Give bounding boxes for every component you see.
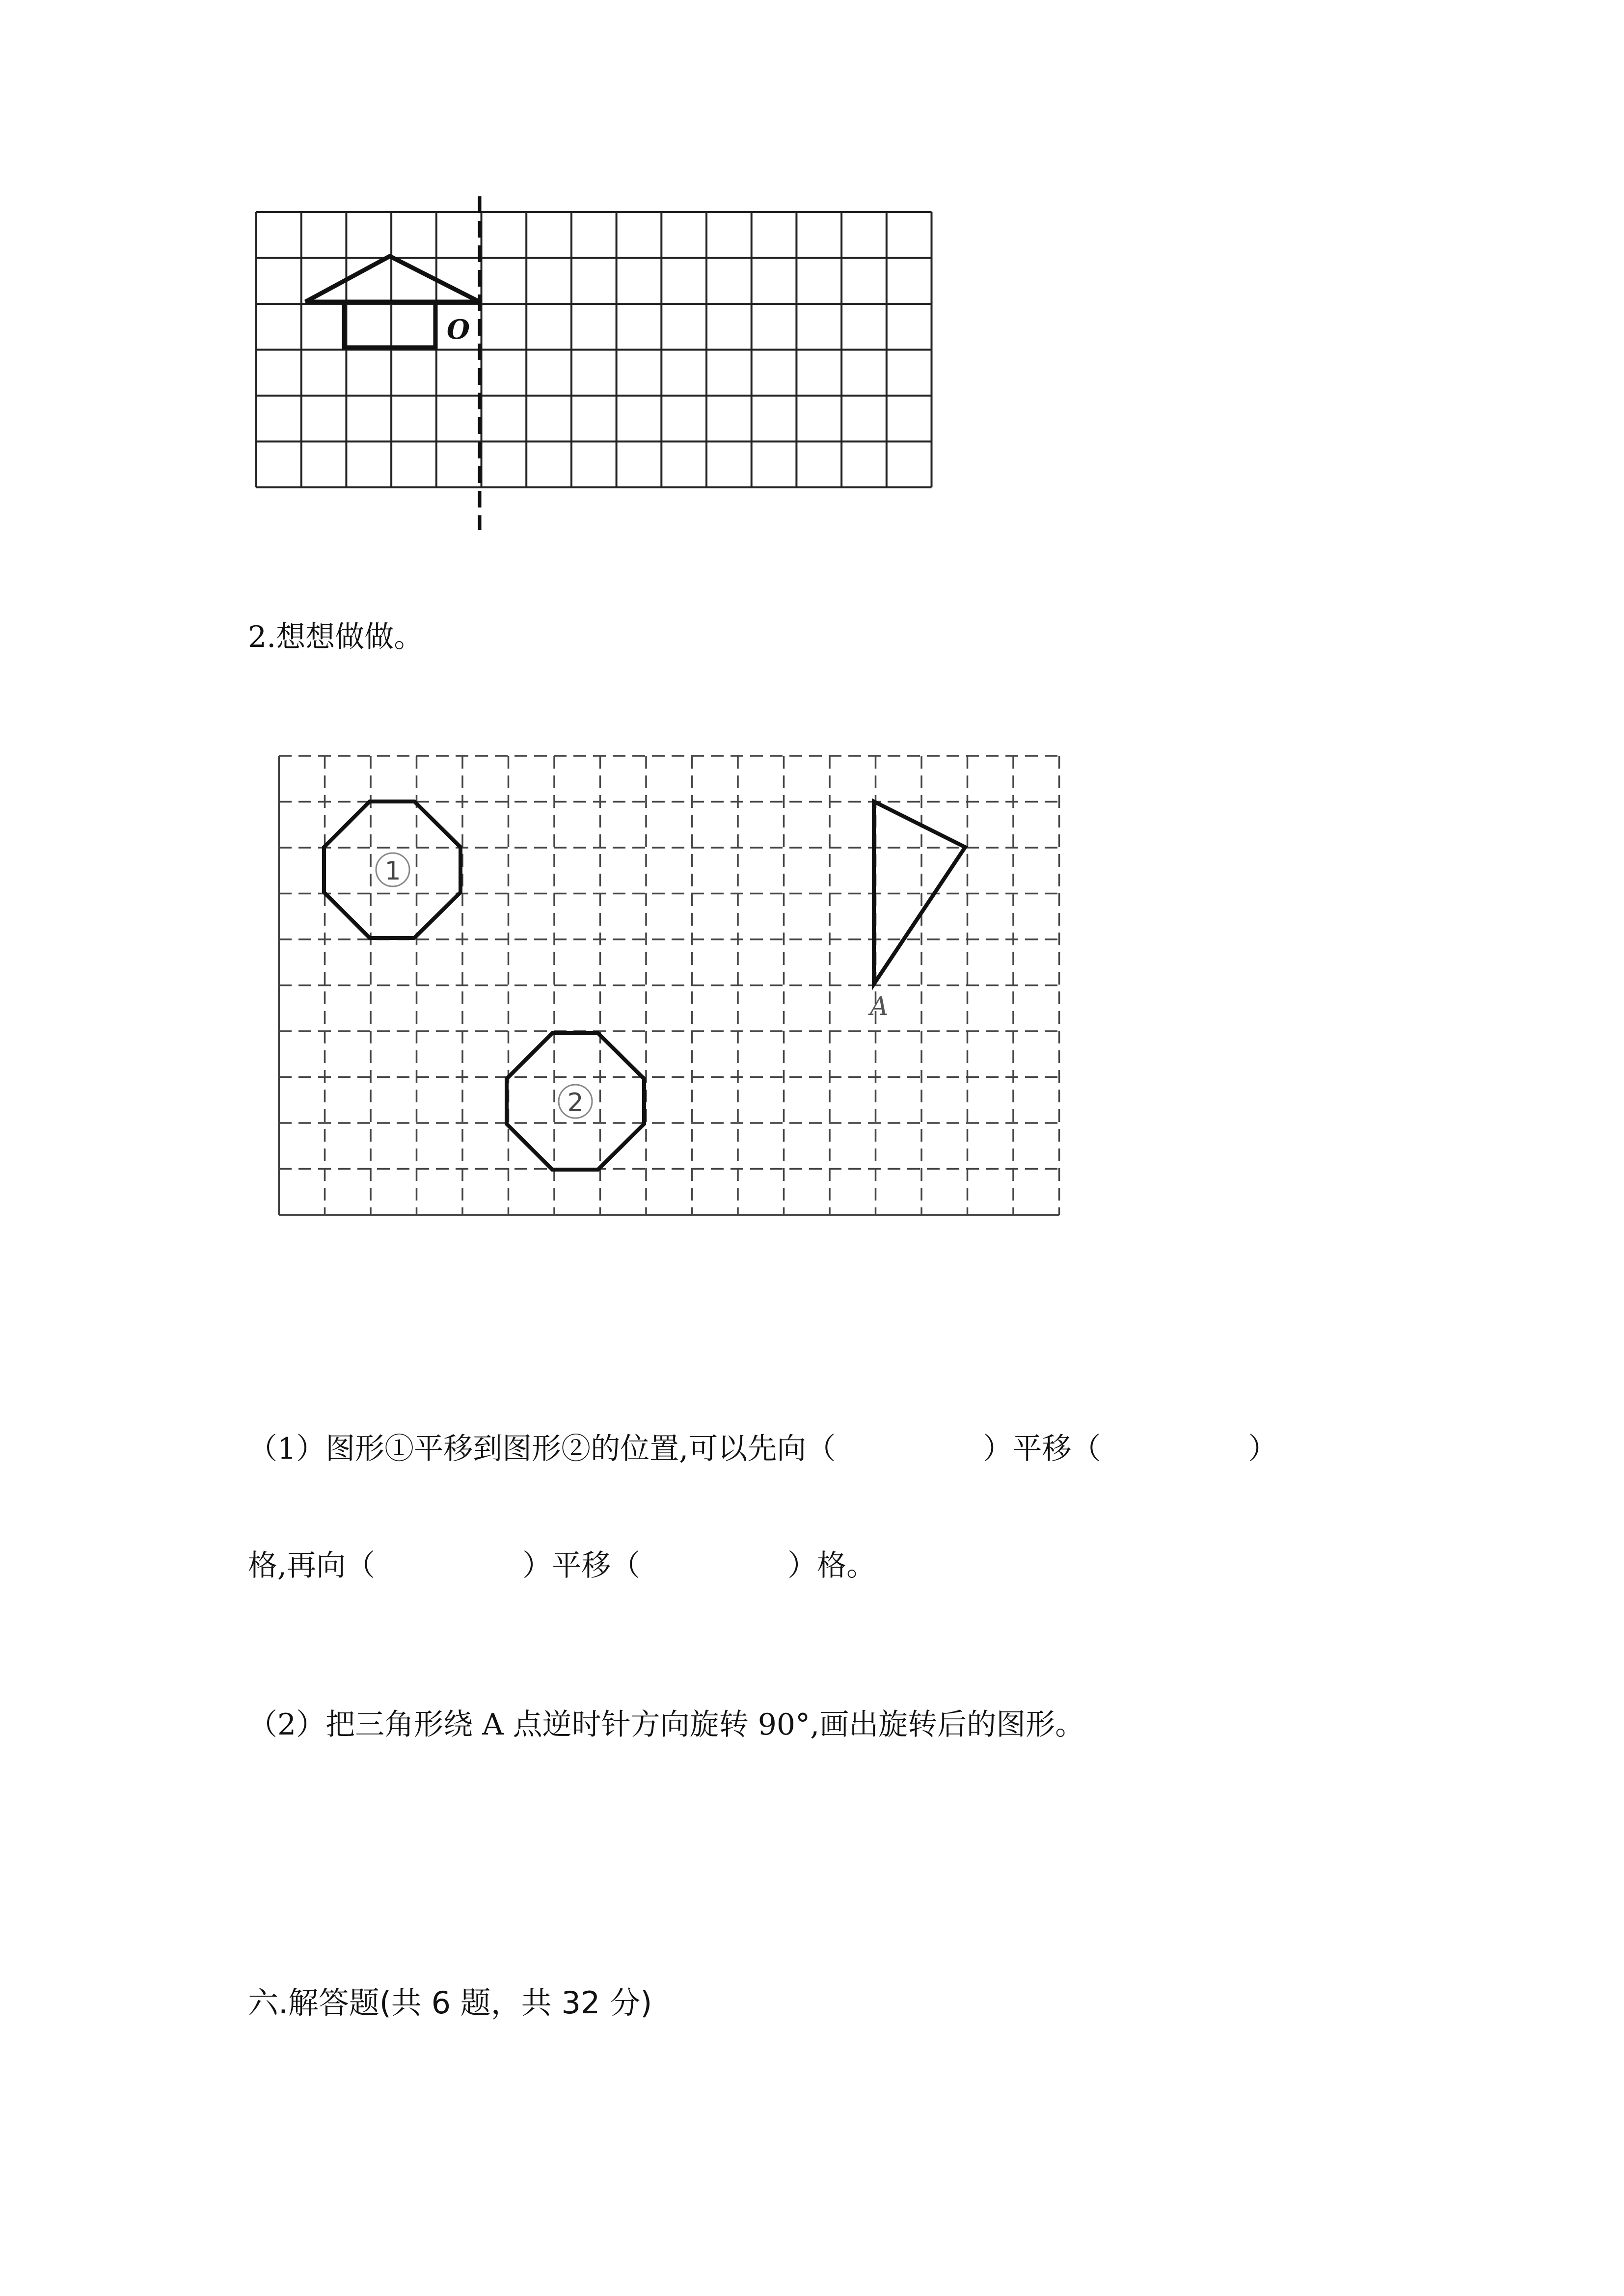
section-6-heading: 六.解答题(共 6 题，共 32 分) [248, 1985, 652, 2021]
house-symmetry-grid [245, 191, 952, 535]
translation-rotation-grid [270, 746, 1065, 1232]
house-body [344, 302, 435, 347]
point-o-label: O [447, 314, 470, 345]
q2-part1-line1-a: （1）图形①平移到图形②的位置,可以先向（ [248, 1432, 836, 1466]
q2-part1-line2-a: 格,再向（ [248, 1548, 376, 1583]
octagon-2-label: 2 [567, 1088, 584, 1118]
q2-part2: （2）把三角形绕 A 点逆时针方向旋转 90°,画出旋转后的图形。 [248, 1708, 1085, 1742]
q2-part1-line2 [248, 1548, 876, 1583]
octagon-1-label: 1 [384, 856, 401, 886]
house-roof [305, 256, 480, 302]
q2-part1-line1-b: ）平移（ [983, 1432, 1101, 1466]
point-a-label: A [870, 992, 889, 1021]
question-2-title: 2.想想做做。 [248, 620, 424, 654]
q2-part1-line1-c: ） [1248, 1432, 1278, 1466]
q2-part1-line1 [248, 1434, 1277, 1464]
q2-part1-line2-b: ）平移（ [522, 1548, 641, 1583]
q2-part1-line2-c: ）格。 [787, 1548, 876, 1583]
